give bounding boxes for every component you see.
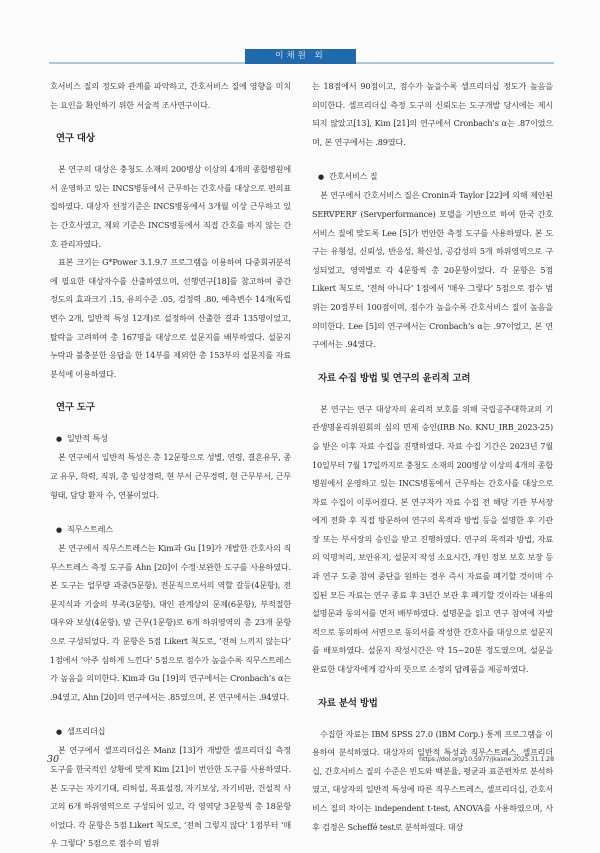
subheading-self-leadership [56, 722, 291, 741]
self-leadership-paragraph: 본 연구에서 셀프리더십은 Manz [13]가 개발한 셀프리더십 측정 도구를 한국적인 상황에 맞게 Kim [21]이 번안한 도구를 사용하였다. 본 도구는 자기기대, 리허설, 목표설정, 자기보상, 자기비판, 건설적 사고의 6개 하위영역으로 구성되어 있고, 각 영역당 3문항씩 총 18문항이었다. 각 문항은 5점 Likert 척도로, ‘전혀 그렇지 않다’ 1점부터 ‘매우 그렇다’ 5점으로 점수의 범위 [50, 745, 291, 849]
section-heading-analysis: 자료 분석 방법 [318, 697, 378, 709]
bullet-icon: ● [56, 526, 62, 535]
bullet-icon: ● [56, 728, 62, 737]
data-collection-paragraph: 본 연구는 연구 대상자의 윤리적 보호를 위해 국립공주대학교의 기관생명윤리위원회의 심의 면제 승인(IRB No. KNU_IRB_2023-25)을 받은 이후 자료 수집을 진행하였다. 자료 수집 기간은 2023년 7월 10일부터 7월 17일까지로 충청도 소재의 200병상 이상의 4개의 종합병원에서 운영하고 있는 INCS병동에서 근무하는 간호사를 대상으로 자료 수집이 이루어졌다. 본 연구자가 자료 수집 전 해당 기관 부서장에게 전화 후 직접 방문하여 연구의 목적과 방법 등을 설명한 후 기관장 또는 부서장의 승인을 받고 진행하였다. 연구의 목적과 방법, 자료의 익명처리, 보안유지, 설문지 작성 소요시간, 개인 정보 보호 보장 등과 연구 도중 참여 중단을 원하는 경우 즉시 자료를 폐기할 것이며 수집된 모든 자료는 연구 종료 후 3년간 보관 후 폐기할 것이라는 내용의 설명문과 동의서를 먼저 배부하였다. 설명문을 읽고 연구 참여에 자발적으로 동의하여 서면으로 동의서를 작성한 간호사를 대상으로 설문지를 배포하였다. 설문지 작성시간은 약 15~20분 정도였으며, 설문을 완료한 대상자에게 감사의 뜻으로 소정의 답례품을 제공하였다. [312, 403, 553, 675]
intro-paragraph: 호서비스 질의 정도와 관계를 파악하고, 간호서비스 질에 영향을 미치는 요인을 확인하기 위한 서술적 조사연구이다. [50, 81, 291, 110]
page-number: 30 [47, 754, 60, 765]
self-leadership-continued: 는 18점에서 90점이고, 점수가 높을수록 셀프리더십 정도가 높음을 의미한다. 셀프리더십 측정 도구의 신뢰도는 도구개발 당시에는 제시되지 않았고[13], Kim [21]의 연구에서 Cronbach’s α는 .87이었으며, 본 연구에서는 .89였다. [312, 81, 553, 147]
participants-paragraph-1: 본 연구의 대상은 충청도 소재의 200병상 이상의 4개의 종합병원에서 운영하고 있는 INCS병동에서 근무하는 간호사를 대상으로 편의표집하였다. 대상자 선정기준은 INCS병동에서 3개월 이상 근무하고 있는 간호사였고, 제외 기준은 INCS병동에서 직접 간호를 하지 않는 간호 관리자였다. [50, 164, 291, 249]
subheading-general-label: 일반적 특성 [66, 433, 108, 444]
job-stress-paragraph: 본 연구에서 직무스트레스는 Kim과 Gu [19]가 개발한 간호사의 직무스트레스 측정 도구를 Ahn [20]이 수정·보완한 도구를 사용하였다. 본 도구는 업무량 과중(5문항), 전문직으로서의 역할 갈등(4문항), 전문지식과 기술의 부족(3문항), 대인 관계상의 문제(6문항), 부적절한 대우와 보상(4문항), 밤 근무(1문항)로 6개 하위영역의 총 23개 문항으로 구성되었다. 각 문항은 5점 Likert 척도로, ‘전혀 느끼지 않는다’ 1점에서 ‘아주 심하게 느낀다’ 5점으로 점수가 높을수록 직무스트레스가 높음을 의미한다. Kim과 Gu [19]의 연구에서는 Cronbach’s α는 .94였고, Ahn [20]의 연구에서는 .85였으며, 본 연구에서는 .94였다. [50, 543, 291, 702]
subheading-job-stress [56, 520, 291, 539]
section-heading-data-collection: 자료 수집 방법 및 연구의 윤리적 고려 [318, 372, 471, 384]
general-paragraph: 본 연구에서 일반적 특성은 총 12문항으로 성별, 연령, 결혼유무, 종교 유무, 학력, 직위, 총 임상경력, 현 부서 근무경력, 현 근무부서, 근무형태, 담당 환자 수, 연봉이었다. [50, 452, 291, 500]
subheading-service-quality [318, 167, 553, 186]
analysis-paragraph: 수집한 자료는 IBM SPSS 27.0 (IBM Corp.) 통계 프로그램을 이용하여 분석하였다. 대상자의 일반적 특성과 직무스트레스, 셀프리더십, 간호서비스 질의 수준은 빈도와 백분율, 평균과 표준편차로 분석하였고, 대상자의 일반적 특성에 따른 직무스트레스, 셀프리더십, 간호서비스 질의 차이는 independent t-test, ANOVA를 사용하였으며, 사후 검정은 Scheffé test로 분석하였다. 대상 [312, 728, 553, 832]
bullet-icon: ● [56, 435, 62, 444]
subheading-service-quality-label: 간호서비스 질 [328, 171, 378, 182]
section-heading-participants: 연구 대상 [56, 133, 95, 145]
left-column [50, 77, 291, 853]
running-title: 이채원 외 [245, 49, 356, 64]
service-quality-paragraph: 본 연구에서 간호서비스 질은 Cronin과 Taylor [22]에 의해 제안된 SERVPERF (Servperformance) 모델을 기반으로 하여 한국 간호서비스 질에 맞도록 Lee [5]가 번안한 측정 도구를 사용하였다. 본 도구는 유형성, 신뢰성, 반응성, 확신성, 공감성의 5개 하위영역으로 구성되었고, 영역별로 각 4문항씩 총 20문항이었다. 각 문항은 5점 Likert 척도로, ‘전혀 아니다’ 1점에서 ‘매우 그렇다’ 5점으로 점수 범위는 20점부터 100점이며, 점수가 높을수록 간호서비스 질이 높음을 의미한다. Lee [5]의 연구에서는 Cronbach’s α는 .97이었고, 본 연구에서는 .94였다. [312, 190, 553, 350]
right-column [312, 77, 553, 836]
section-heading-instruments: 연구 도구 [56, 402, 95, 414]
bullet-icon: ● [318, 173, 324, 182]
subheading-job-stress-label: 직무스트레스 [66, 524, 113, 535]
subheading-self-leadership-label: 셀프리더십 [66, 726, 106, 737]
participants-paragraph-2: 표본 크기는 G*Power 3.1.9.7 프로그램을 이용하여 다중회귀분석에 필요한 대상자수를 산출하였으며, 선행연구[18]를 참고하여 중간 정도의 효과크기 .15, 유의수준 .05, 검정력 .80, 예측변수 14개(독립변수 2개, 일반적 특성 12개)로 설정하여 산출한 결과 135명이었고, 탈락을 고려하여 총 167명을 대상으로 설문지를 배부하였다. 설문지 누락과 불충분한 응답을 한 14부를 제외한 총 153부의 설문지를 자료 분석에 이용하였다. [50, 257, 291, 379]
doi-link[interactable]: https://doi.org/10.5977/jkasne.2025.31.1.28 [419, 756, 554, 763]
subheading-general [56, 429, 291, 448]
